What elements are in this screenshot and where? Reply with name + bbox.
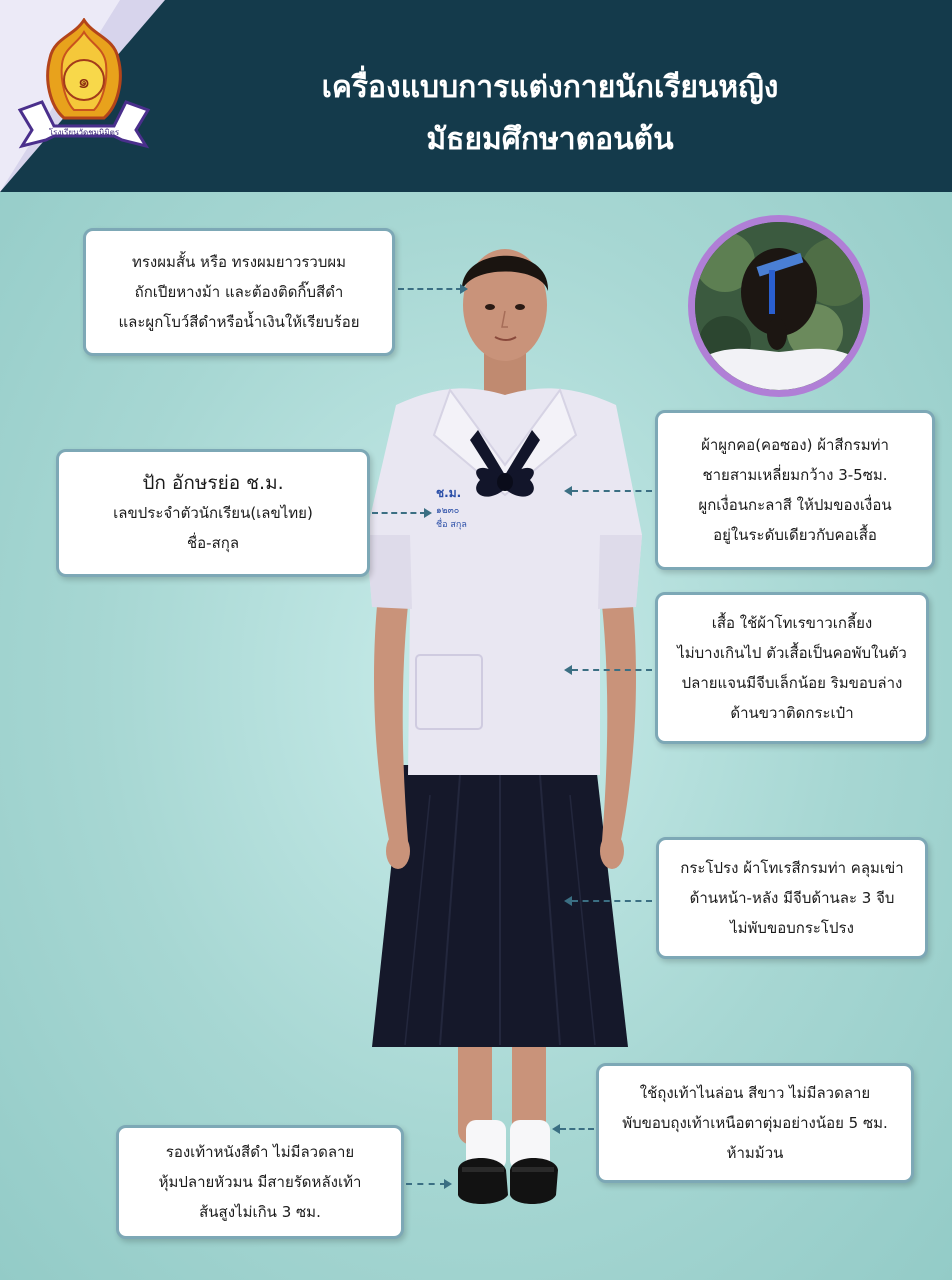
callout-hair xyxy=(83,228,395,356)
callout-skirt-line-3: ไม่พับขอบกระโปรง xyxy=(730,919,854,937)
connector-embroidery xyxy=(372,512,426,514)
callout-shirt-line-2: ไม่บางเกินไป ตัวเสื้อเป็นคอพับในตัว xyxy=(677,644,907,662)
arrow-embroidery xyxy=(424,508,432,518)
arrow-shoes xyxy=(444,1179,452,1189)
callout-shoes-line-2: หุ้มปลายหัวมน มีสายรัดหลังเท้า xyxy=(158,1173,362,1191)
callout-embroidery xyxy=(56,449,370,577)
callout-shoes-line-1: รองเท้าหนังสีดำ ไม่มีลวดลาย xyxy=(165,1143,355,1161)
connector-skirt xyxy=(572,900,652,902)
connector-shoes xyxy=(406,1183,446,1185)
callout-socks xyxy=(596,1063,914,1183)
callout-shirt-line-4: ด้านขวาติดกระเป๋า xyxy=(730,704,854,722)
connector-shirt xyxy=(572,669,652,671)
svg-text:๑: ๑ xyxy=(77,69,91,93)
callout-tie xyxy=(655,410,935,570)
arrow-tie xyxy=(564,486,572,496)
callout-tie-line-2: ชายสามเหลี่ยมกว้าง 3-5ซม. xyxy=(702,466,888,484)
callout-tie-line-1: ผ้าผูกคอ(คอซอง) ผ้าสีกรมท่า xyxy=(701,436,889,454)
callout-embroidery-line-1: ปัก อักษรย่อ ช.ม. xyxy=(142,472,284,494)
callout-hair-line-2: ถักเปียหางม้า และต้องติดกิ๊บสีดำ xyxy=(134,283,344,301)
callout-socks-line-2: พับขอบถุงเท้าเหนือตาตุ่มอย่างน้อย 5 ซม. xyxy=(622,1114,888,1132)
callout-embroidery-line-3: ชื่อ-สกุล xyxy=(186,534,240,552)
callout-socks-line-1: ใช้ถุงเท้าไนล่อน สีขาว ไม่มีลวดลาย xyxy=(639,1084,871,1102)
embroidery-number: ๑๒๓๐ xyxy=(436,506,460,516)
logo-caption: โรงเรียนวัดชมนิมิตร xyxy=(48,128,120,137)
callout-shirt-line-3: ปลายแจนมีจีบเล็กน้อย ริมขอบล่าง xyxy=(681,674,903,692)
callout-shoes xyxy=(116,1125,404,1239)
callout-shoes-line-3: ส้นสูงไม่เกิน 3 ซม. xyxy=(199,1203,321,1221)
callout-shirt xyxy=(655,592,929,744)
callout-hair-line-3: และผูกโบว์สีดำหรือน้ำเงินให้เรียบร้อย xyxy=(118,313,360,331)
callout-skirt xyxy=(656,837,928,959)
arrow-skirt xyxy=(564,896,572,906)
connector-hair xyxy=(398,288,462,290)
school-logo xyxy=(14,18,154,150)
embroidery-initials: ช.ม. xyxy=(436,486,462,500)
callout-shirt-line-1: เสื้อ ใช้ผ้าโทเรขาวเกลี้ยง xyxy=(711,614,873,632)
arrow-shirt xyxy=(564,665,572,675)
title-line-1: เครื่องแบบการแต่งกายนักเรียนหญิง xyxy=(321,70,779,105)
embroidery-name: ชื่อ สกุล xyxy=(436,520,467,530)
page-title xyxy=(200,62,900,166)
connector-tie xyxy=(572,490,652,492)
callout-skirt-line-2: ด้านหน้า-หลัง มีจีบด้านละ 3 จีบ xyxy=(689,889,895,907)
callout-embroidery-line-2: เลขประจำตัวนักเรียน(เลขไทย) xyxy=(113,504,313,522)
callout-tie-line-4: อยู่ในระดับเดียวกับคอเสื้อ xyxy=(713,526,877,544)
title-line-2: มัธยมศึกษาตอนต้น xyxy=(426,122,674,157)
arrow-socks xyxy=(552,1124,560,1134)
callout-skirt-line-1: กระโปรง ผ้าโทเรสีกรมท่า คลุมเข่า xyxy=(680,859,904,877)
arrow-hair xyxy=(460,284,468,294)
callout-socks-line-3: ห้ามม้วน xyxy=(726,1144,784,1162)
connector-socks xyxy=(560,1128,594,1130)
hair-photo xyxy=(688,215,870,397)
callout-tie-line-3: ผูกเงื่อนกะลาสี ให้ปมของเงื่อน xyxy=(698,496,892,514)
callout-hair-line-1: ทรงผมสั้น หรือ ทรงผมยาวรวบผม xyxy=(131,253,347,271)
